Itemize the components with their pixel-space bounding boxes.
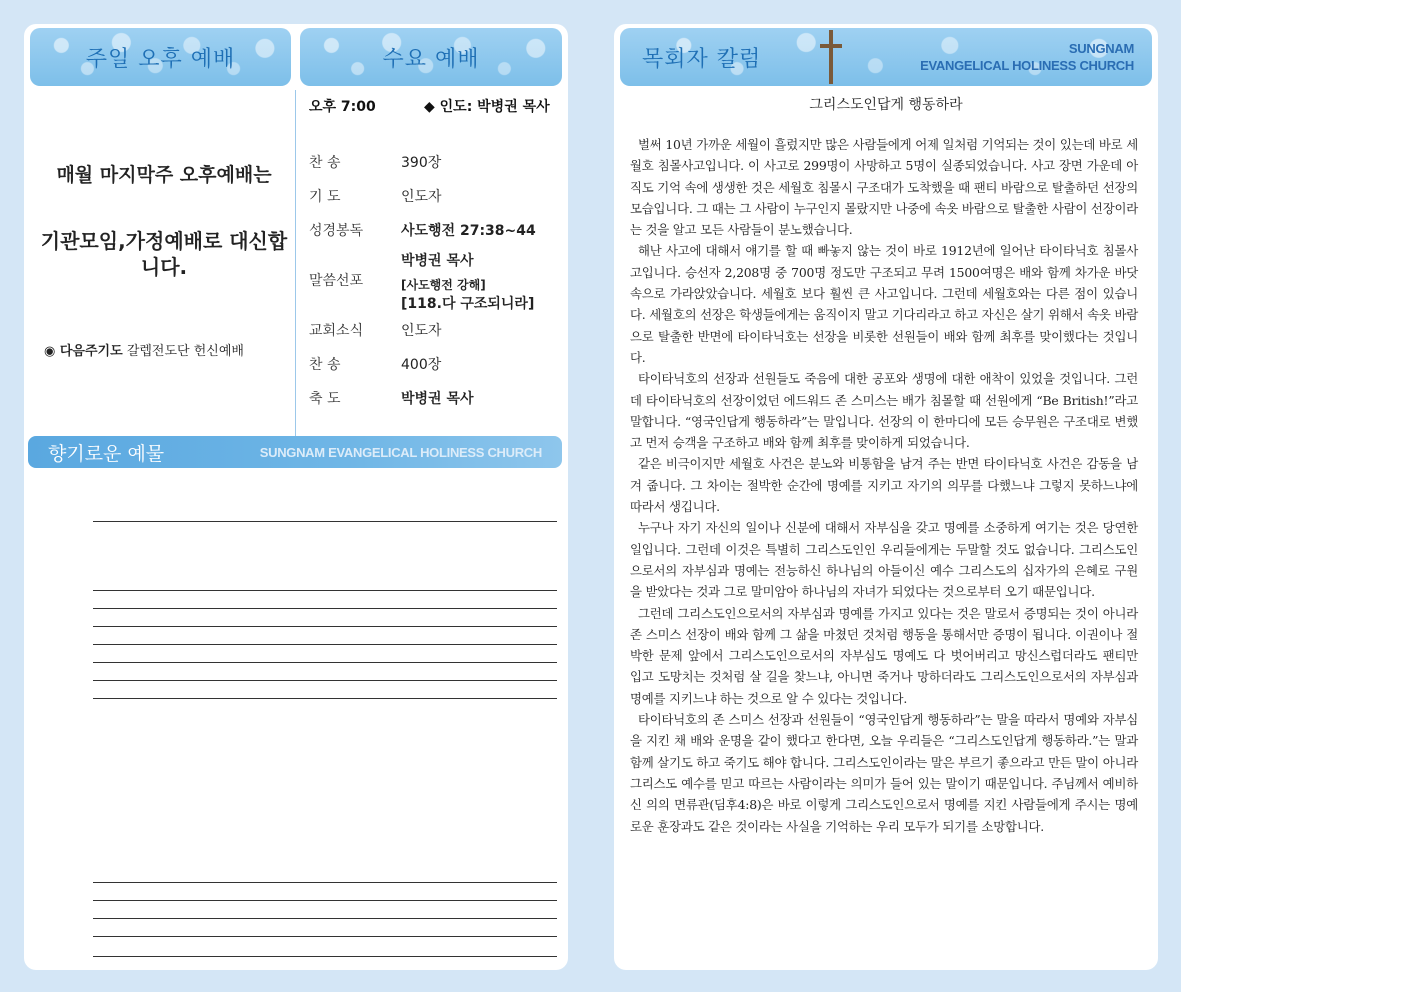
column-paragraph: 해난 사고에 대해서 얘기를 할 때 빠놓지 않는 것이 바로 1912년에 일어난 타이타닉호 침몰사고입니다. 승선자 2,208명 중 700명 정도만 구조되고 무려 1500여명은 배와 함께 차가운 바닷속으로 가라앉았습니다. 세월호 보다 훨씬 큰 사고입니다. 그런데 세월호와는 다른 점이 있습니다. 세월호의 선장은 학생들에게는 움직이지 말고 기다리라고 하고 자신은 살기 위해서 속옷 바람으로 탈출한 반면에 타이타닉호는 선장을 비롯한 선원들이 배와 함께 최후를 맞이했다는 것입니다. [630,243,1138,365]
offering-line [93,900,557,901]
offering-line [93,918,557,919]
order-value-benediction: 박병권 목사 [401,391,474,407]
offering-line [93,680,557,681]
offering-line [93,608,557,609]
order-value-news: 인도자 [401,323,442,339]
next-prayer-label: ◉ 다음주기도 [44,344,123,359]
order-value-hymn2: 400장 [401,357,442,373]
wednesday-leader: ◆ 인도: 박병권 목사 [424,99,550,115]
order-label-prayer: 기 도 [309,189,341,205]
column-paragraph: 타이타닉호의 선장과 선원들도 죽음에 대한 공포와 생명에 대한 애착이 있었을 것입니다. 그런데 타이타닉호의 선장이었던 에드워드 존 스미스는 배가 침몰할 때 선원에게 “Be British!”라고 말합니다. “영국인답게 행동하라”는 말입니다. 선장의 이 한마디에 모든 승무원은 구조대로 변했고 먼저 승객을 구조하고 배와 함께 최후를 맞이하게 되었습니다. [630,371,1138,451]
order-label-sermon: 말씀선포 [309,273,364,289]
order-value-scripture: 사도행전 27:38~44 [401,223,536,239]
order-value-prayer: 인도자 [401,189,442,205]
column-paragraph: 벌써 10년 가까운 세월이 흘렀지만 많은 사람들에게 어제 일처럼 기억되는 것이 있는데 바로 세월호 침몰사고입니다. 이 사고로 299명이 사망하고 5명이 실종되었습니다. 사고 장면 가운데 아직도 기억 속에 생생한 것은 세월호 침몰시 구조대가 도착했을 때 팬티 바람으로 탈출하던 선장의 모습입니다. 그 때는 그 사람이 누구인지 몰랐지만 나중에 속옷 바람으로 탈출한 사람이 선장이라는 것을 알고 모든 사람들이 분노했습니다. [630,137,1138,238]
sunday-banner-title: 주일 오후 예배 [85,46,236,72]
offering-line [93,521,557,522]
order-value-preacher: 박병권 목사 [401,253,474,269]
offering-banner [28,436,562,468]
column-divider [295,90,296,436]
offering-banner-title: 향기로운 예물 [48,442,165,465]
offering-line [93,698,557,699]
offering-line [93,644,557,645]
offering-line [93,662,557,663]
offering-line [93,956,557,957]
wednesday-banner [300,28,562,86]
offering-line [93,626,557,627]
wednesday-banner-title: 수요 예배 [382,46,480,72]
order-label-scripture: 성경봉독 [309,223,364,239]
offering-church-name: SUNGNAM EVANGELICAL HOLINESS CHURCH [259,444,542,460]
next-prayer-value: 갈렙전도단 헌신예배 [126,344,244,359]
worship-panel [24,24,568,970]
notice-line-1: 매월 마지막주 오후예배는 [56,164,272,186]
order-label-benediction: 축 도 [309,391,341,407]
offering-line [93,590,557,591]
offering-line [93,882,557,883]
column-paragraph: 타이타닉호의 존 스미스 선장과 선원들이 “영국인답게 행동하라”는 말을 따라서 명예와 자부심을 지킨 채 배와 운명을 같이 했다고 한다면, 오늘 우리들은 “그리스도인답게 행동하라.”는 말과 함께 살기도 하고 죽기도 해야 합니다. 그리스도인이라는 말은 부르기 좋으라고 만든 말이 아니라 그리스도 예수를 믿고 따르는 사람이라는 의미가 들어 있는 말이기 때문입니다. 주님께서 예비하신 의의 면류관(딤후4:8)은 바로 이렇게 그리스도인으로서 명예를 지킨 사람들에게 주시는 명예로운 훈장과도 같은 것이라는 사실을 기억하는 우리 모두가 되기를 소망합니다. [630,712,1138,834]
order-label-news: 교회소식 [309,323,364,339]
church-english-name-line1: SUNGNAM [1068,41,1134,56]
pastor-column-panel [614,24,1158,970]
column-paragraph: 같은 비극이지만 세월호 사건은 분노와 비통함을 남겨 주는 반면 타이타닉호 사건은 감동을 남겨 줍니다. 그 차이는 절박한 순간에 명예를 지키고 자기의 의무를 다했느냐 그렇지 못하느냐에 따라서 생깁니다. [630,456,1138,515]
column-title: 그리스도인답게 행동하라 [809,97,963,113]
church-english-name [920,40,1134,74]
wednesday-time: 오후 7:00 [309,99,376,115]
pastor-column-banner-title: 목회자 칼럼 [642,46,762,72]
column-body [630,134,1138,837]
order-label-hymn2: 찬 송 [309,357,341,373]
order-label-hymn1: 찬 송 [309,155,341,171]
column-paragraph: 그런데 그리스도인으로서의 자부심과 명예를 가지고 있다는 것은 말로서 증명되는 것이 아니라 존 스미스 선장이 배와 함께 그 삶을 마쳤던 것처럼 행동을 통해서만 증명이 됩니다. 이권이나 절박한 문제 앞에서 그리스도인으로서의 자부심도 명예도 다 벗어버리고 망신스럽더라도 팬티만 입고 도망치는 것처럼 살 길을 찾느냐, 아니면 죽거나 망하더라도 그리스도인으로서의 자부심과 명예를 지키느냐 하는 것으로 알 수 있다는 것입니다. [630,605,1138,706]
order-value-hymn1: 390장 [401,155,442,171]
notice-line-2: 기관모임,가정예배로 대신합니다. [40,229,288,279]
column-paragraph: 누구나 자기 자신의 일이나 신분에 대해서 자부심을 갖고 명예를 소중하게 여기는 것은 당연한 일입니다. 그런데 이것은 특별히 그리스도인인 우리들에게는 두말할 것도 없습니다. 그리스도인으로서의 자부심과 명예는 전능하신 하나님의 아들이신 예수 그리스도의 십자가의 은혜로 구원을 받았다는 것과 그로 말미암아 하나님의 자녀가 되었다는 것으로부터 오기 때문입니다. [630,520,1138,600]
sunday-afternoon-banner [30,28,291,86]
pastor-column-banner [620,28,1152,86]
church-english-name-line2: EVANGELICAL HOLINESS CHURCH [920,58,1134,73]
cross-icon [820,30,842,84]
sermon-series: [사도행전 강해] [401,278,486,292]
offering-line [93,936,557,937]
sermon-title: [118.다 구조되니라] [401,296,535,312]
next-prayer [44,340,244,359]
